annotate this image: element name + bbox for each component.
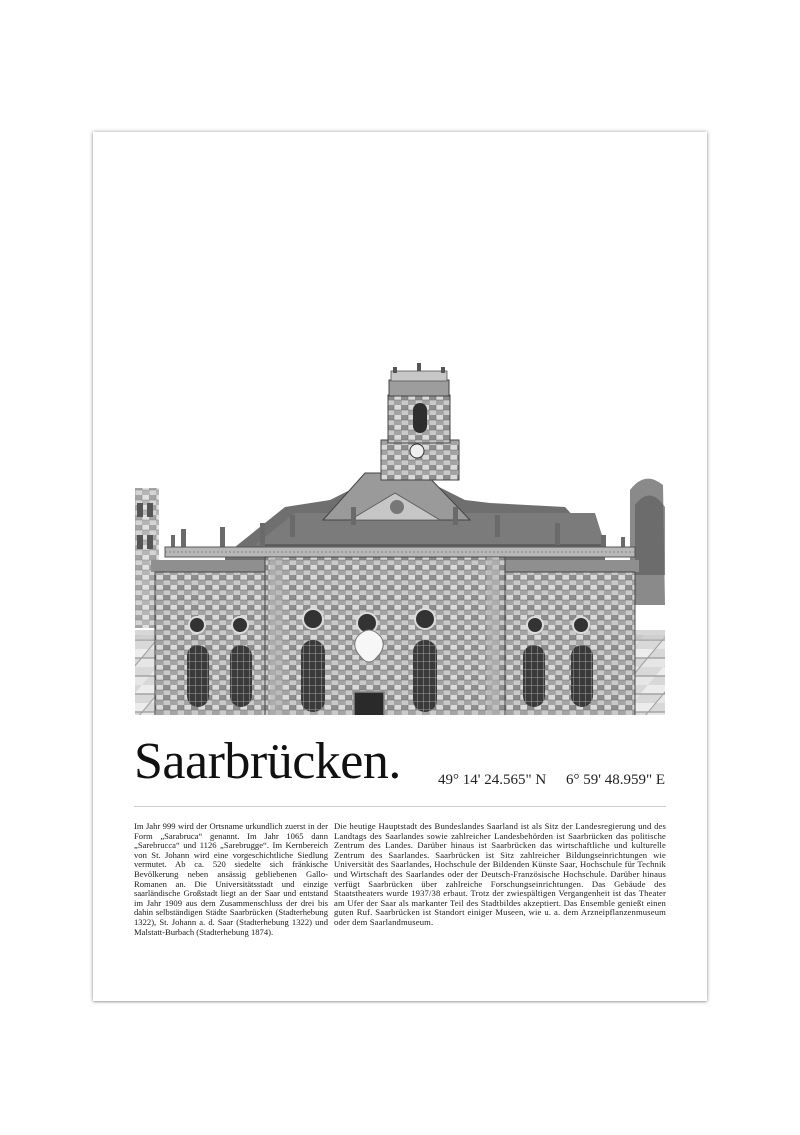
longitude-label: 6° 59' 48.959" E <box>566 772 665 788</box>
city-title: Saarbrücken. <box>134 733 401 790</box>
church-photo <box>135 245 665 715</box>
latitude-label: 49° 14' 24.565" N <box>438 772 547 788</box>
text-column-right: Die heutige Hauptstadt des Bundeslandes Saarland ist als Sitz der Landesregierung und des Landtags des Saarlandes sowie zahlreicher Landesbehörden ist Saarbrücken das politische Zentrum des Landes. Darüber hinaus ist Saarbrücken das wirtschaftliche und kulturelle Zentrum des Saarlandes. Saarbrücken ist Sitz zahlreicher Bildungseinrichtungen wie Universität des Saarlandes, Hochschule der Bildenden Künste Saar, Hochschule für Technik und Wirtschaft des Saarlandes oder der Deutsch-Französische Hochschule. Darüber hinaus verfügt Saarbrücken über zahlreiche Forschungseinrichtungen. Das Gebäude des Staatstheaters wurde 1937/38 erbaut. Trotz der zwiespältigen Vergangenheit ist das Theater am Ufer der Saar als markanter Teil des Stadtbildes akzeptiert. Das Ensemble genießt einen guten Ruf. Saarbrücken ist Standort einiger Museen, wie u. a. dem Arzneipflanzenmuseum oder dem Saarlandmuseum. <box>334 821 666 927</box>
divider <box>134 806 666 807</box>
poster <box>93 132 707 1001</box>
text-column-left: Im Jahr 999 wird der Ortsname urkundlich zuerst in der Form „Sarabruca“ genannt. Im Jahr 1065 dann „Sarebrucca“ und 1126 „Sarebrugge“. Im Kernbereich von St. Johann wird eine vorgeschichtliche Siedlung vermutet. Ab ca. 520 siedelte sich fränkische Bevölkerung neben ansässig gebliebenen Gallo-Romanen an. Die Universitätsstadt und einzige saarländische Großstadt liegt an der Saar und entstand im Jahr 1909 aus dem Zusammenschluss der drei bis dahin selbständigen Städte Saarbrücken (Stadterhebung 1322), St. Johann a. d. Saar (Stadterhebung 1322) und Malstatt-Burbach (Stadterhebung 1874). <box>134 821 328 937</box>
